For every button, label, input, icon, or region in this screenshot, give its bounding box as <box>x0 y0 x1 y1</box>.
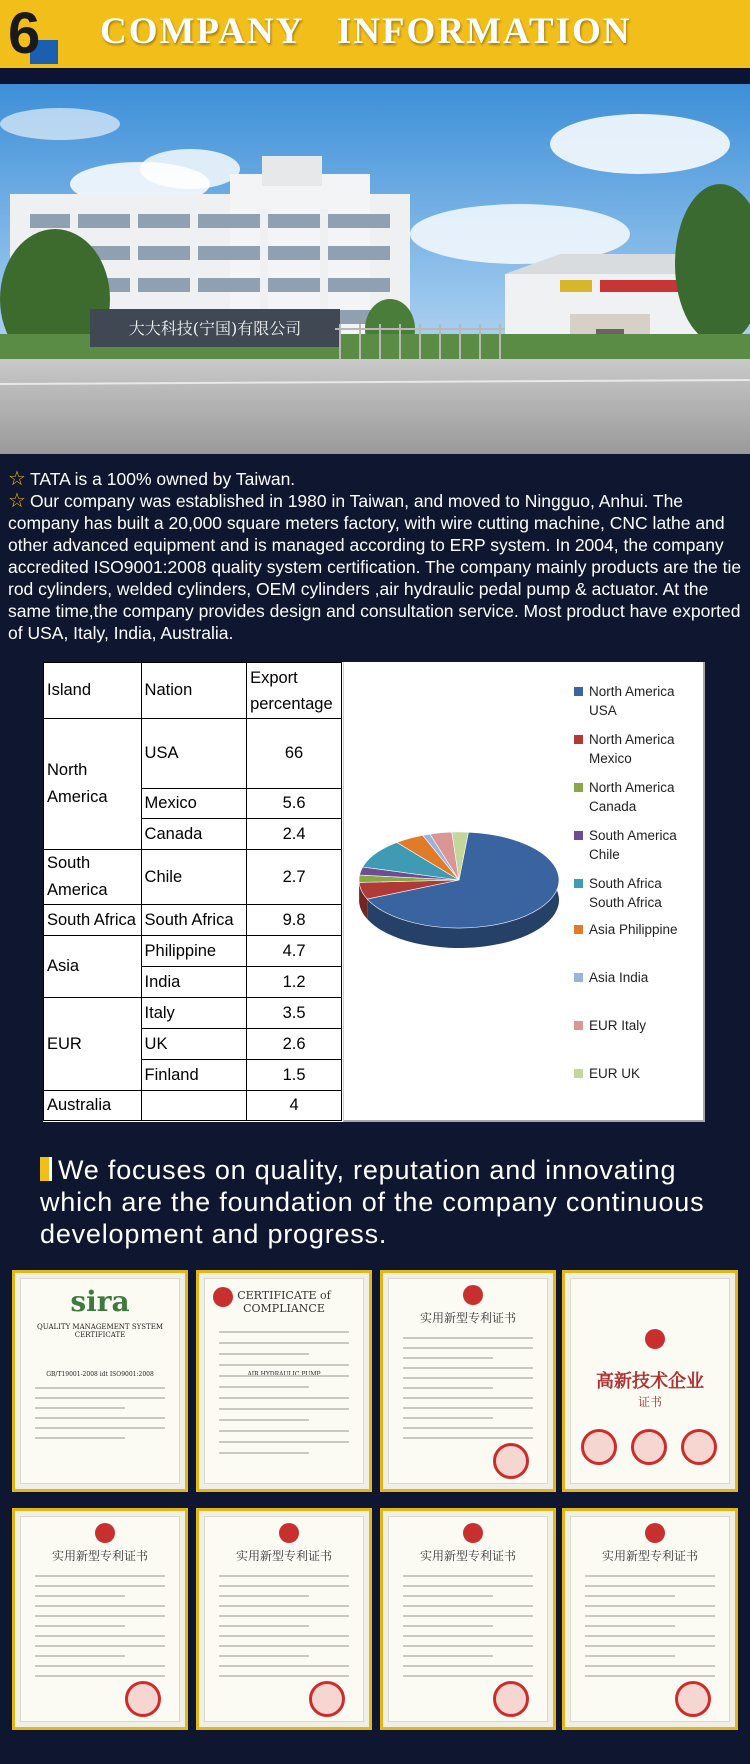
text-line <box>219 1408 349 1410</box>
text-line <box>219 1655 309 1657</box>
export-pie-chart <box>343 662 705 1122</box>
section-header <box>0 0 750 68</box>
legend-label-line: Chile <box>589 847 620 862</box>
island-cell: South Africa <box>44 905 142 936</box>
table-header-row <box>44 663 342 719</box>
red-seal-icon <box>675 1681 711 1717</box>
text-line <box>35 1645 165 1647</box>
certificate-card <box>562 1508 738 1730</box>
nation-cell: UK <box>141 1029 247 1060</box>
island-cell: South America <box>44 850 142 905</box>
factory-photo <box>0 84 750 454</box>
text-line <box>403 1675 533 1677</box>
text-line <box>585 1625 675 1627</box>
legend-swatch <box>574 1069 583 1078</box>
legend-label-line: EUR Italy <box>589 1018 647 1033</box>
intro-line-ownership <box>8 468 744 490</box>
nation-cell: Chile <box>141 850 247 905</box>
text-line <box>585 1655 675 1657</box>
value-cell: 5.6 <box>247 789 342 819</box>
text-line <box>403 1585 533 1587</box>
emblem-icon <box>645 1329 665 1349</box>
text-line <box>403 1407 533 1409</box>
value-cell: 1.2 <box>247 967 342 998</box>
text-line <box>585 1615 715 1617</box>
header-export-percentage: Export percentage <box>247 663 342 719</box>
text-line <box>403 1605 533 1607</box>
text-line <box>585 1665 715 1667</box>
text-line <box>219 1615 349 1617</box>
certificate-document <box>388 1278 548 1484</box>
emblem-icon <box>279 1523 299 1543</box>
legend-label <box>589 968 704 987</box>
text-line <box>403 1645 533 1647</box>
island-cell: North America <box>44 719 142 850</box>
text-line <box>585 1575 715 1577</box>
red-seal-icon <box>631 1429 667 1465</box>
nation-cell: India <box>141 967 247 998</box>
table-row <box>44 1091 342 1121</box>
value-cell: 1.5 <box>247 1060 342 1091</box>
text-line <box>219 1430 349 1432</box>
value-cell: 2.6 <box>247 1029 342 1060</box>
red-seal-icon <box>493 1443 529 1479</box>
emblem-icon <box>463 1285 483 1305</box>
certificate-title: 高新技术企业 <box>596 1371 704 1392</box>
certificate-card <box>562 1270 738 1492</box>
text-line <box>219 1585 349 1587</box>
red-seal-icon <box>681 1429 717 1465</box>
nation-cell <box>141 1091 247 1121</box>
certificate-document <box>388 1516 548 1722</box>
certificates-gallery <box>12 1270 738 1740</box>
certificate-card <box>196 1270 372 1492</box>
text-line <box>35 1427 165 1429</box>
legend-swatch <box>574 879 583 888</box>
value-cell: 3.5 <box>247 998 342 1029</box>
text-line <box>219 1441 349 1443</box>
text-line <box>219 1375 349 1377</box>
text-line <box>585 1605 715 1607</box>
legend-label-line: North America <box>589 780 675 795</box>
text-line <box>403 1337 533 1339</box>
text-line <box>219 1386 309 1388</box>
text-line <box>219 1605 349 1607</box>
text-line <box>35 1575 165 1577</box>
intro-history-text: Our company was established in 1980 in Taiwan, and moved to Ningguo, Anhui. The company has built a 20,000 square meters factory, with wire cutting machine, CNC lathe and other advanced equipment and is managed according to ERP system. In 2004, the company accredited ISO9001:2008 quality system certification. The company mainly products are the tie rod cylinders, welded cylinders, OEM cylinders ,air hydraulic pedal pump & actuator. At the same time,the company provides design and consultation service. Most product have exported of USA, Italy, India, Australia. <box>8 491 742 643</box>
nation-cell: Canada <box>141 819 247 850</box>
focus-statement <box>40 1154 740 1250</box>
text-line <box>219 1353 309 1355</box>
certificate-card <box>196 1508 372 1730</box>
legend-swatch <box>574 735 583 744</box>
text-line <box>219 1595 309 1597</box>
certificate-title: 实用新型专利证书 <box>601 1549 698 1563</box>
intro-ownership-text: TATA is a 100% owned by Taiwan. <box>29 469 296 489</box>
nation-cell: Italy <box>141 998 247 1029</box>
text-line <box>35 1635 165 1637</box>
value-cell: 2.7 <box>247 850 342 905</box>
text-line <box>219 1342 349 1344</box>
intro-line-history <box>8 490 744 644</box>
island-cell: Australia <box>44 1091 142 1121</box>
text-line <box>219 1575 349 1577</box>
export-panel <box>43 662 705 1122</box>
certificate-title: 实用新型专利证书 <box>419 1549 516 1563</box>
nation-cell: Philippine <box>141 936 247 967</box>
text-line <box>219 1625 309 1627</box>
legend-label-line: South Africa <box>589 876 662 891</box>
certificate-card <box>12 1270 188 1492</box>
text-line <box>403 1417 493 1419</box>
text-line <box>35 1437 125 1439</box>
legend-swatch <box>574 1021 583 1030</box>
header-island: Island <box>44 663 142 719</box>
value-cell: 66 <box>247 719 342 789</box>
legend-label-line: North America <box>589 684 675 699</box>
legend-swatch <box>574 973 583 982</box>
pie-svg <box>344 662 574 1122</box>
nation-cell: USA <box>141 719 247 789</box>
text-line <box>403 1655 493 1657</box>
header-nation: Nation <box>141 663 247 719</box>
text-line <box>403 1665 533 1667</box>
text-line <box>35 1407 125 1409</box>
legend-swatch <box>574 687 583 696</box>
text-line <box>403 1615 533 1617</box>
emblem-icon <box>645 1523 665 1543</box>
text-line <box>403 1635 533 1637</box>
text-line <box>403 1437 533 1439</box>
legend-label-line: Canada <box>589 799 637 814</box>
certificate-document <box>20 1278 180 1484</box>
focus-accent-bar <box>40 1157 52 1181</box>
value-cell: 9.8 <box>247 905 342 936</box>
legend-swatch <box>574 783 583 792</box>
text-line <box>403 1367 533 1369</box>
certificate-document <box>570 1516 730 1722</box>
text-line <box>219 1419 309 1421</box>
value-cell: 2.4 <box>247 819 342 850</box>
certificate-card <box>12 1508 188 1730</box>
table-row <box>44 936 342 967</box>
legend-label <box>589 1064 704 1083</box>
text-line <box>403 1347 533 1349</box>
text-line <box>585 1585 715 1587</box>
certificate-title: CERTIFICATE of COMPLIANCE <box>237 1289 331 1315</box>
legend-label <box>589 874 704 912</box>
legend-swatch <box>574 925 583 934</box>
focus-text: We focuses on quality, reputation and innovating which are the foundation of the company continuous development and progress. <box>40 1155 705 1249</box>
certificate-card <box>380 1508 556 1730</box>
legend-label <box>589 730 704 768</box>
text-line <box>35 1417 165 1419</box>
certificate-title: 实用新型专利证书 <box>235 1549 332 1563</box>
text-line <box>219 1331 349 1333</box>
certificate-title: 实用新型专利证书 <box>419 1311 516 1325</box>
text-line <box>35 1655 125 1657</box>
text-line <box>35 1665 165 1667</box>
nation-cell: South Africa <box>141 905 247 936</box>
text-line <box>219 1452 309 1454</box>
star-icon: ☆ <box>8 468 26 490</box>
value-cell: 4 <box>247 1091 342 1121</box>
legend-label-line: North America <box>589 732 675 747</box>
text-line <box>403 1427 533 1429</box>
company-sign-text: 大大科技(宁国)有限公司 <box>128 319 302 338</box>
legend-label-line: EUR UK <box>589 1066 641 1081</box>
legend-swatch <box>574 831 583 840</box>
legend-label-line: South America <box>589 828 677 843</box>
text-line <box>35 1585 165 1587</box>
certificate-subtitle: QUALITY MANAGEMENT SYSTEM CERTIFICATE <box>37 1323 163 1339</box>
value-cell: 4.7 <box>247 936 342 967</box>
legend-label <box>589 1016 704 1035</box>
header-divider <box>0 68 750 84</box>
text-line <box>219 1635 349 1637</box>
red-seal-icon <box>309 1681 345 1717</box>
text-line <box>585 1635 715 1637</box>
legend-label <box>589 826 704 864</box>
text-line <box>403 1397 533 1399</box>
legend-label-line: Asia Philippine <box>589 922 678 937</box>
legend-label <box>589 682 704 720</box>
section-number: 6 <box>8 1 41 66</box>
legend-label-line: USA <box>589 703 617 718</box>
legend-label-line: Mexico <box>589 751 632 766</box>
legend-label-line: South Africa <box>589 895 662 910</box>
text-line <box>585 1645 715 1647</box>
legend-label <box>589 778 704 816</box>
island-cell: Asia <box>44 936 142 998</box>
certificate-document <box>204 1278 364 1484</box>
certificate-standard: GB/T19001-2008 idt ISO9001:2008 <box>46 1371 154 1378</box>
text-line <box>35 1615 165 1617</box>
nation-cell: Mexico <box>141 789 247 819</box>
company-intro <box>8 468 744 644</box>
text-line <box>35 1625 125 1627</box>
emblem-icon <box>95 1523 115 1543</box>
table-row <box>44 905 342 936</box>
certificate-title: sira <box>70 1285 130 1318</box>
table-row <box>44 719 342 789</box>
table-row <box>44 998 342 1029</box>
text-line <box>35 1675 165 1677</box>
red-seal-icon <box>581 1429 617 1465</box>
red-seal-icon <box>125 1681 161 1717</box>
text-line <box>403 1595 493 1597</box>
text-line <box>403 1387 493 1389</box>
certificate-title: 实用新型专利证书 <box>51 1549 148 1563</box>
certificate-document <box>20 1516 180 1722</box>
certificate-document <box>570 1278 730 1484</box>
export-table <box>43 662 342 1121</box>
star-icon: ☆ <box>8 490 26 512</box>
table-row <box>44 850 342 905</box>
text-line <box>35 1397 165 1399</box>
text-line <box>35 1605 165 1607</box>
section-number-badge <box>8 2 54 64</box>
text-line <box>219 1397 349 1399</box>
section-title: COMPANY INFORMATION <box>100 11 632 52</box>
certificate-document <box>204 1516 364 1722</box>
text-line <box>219 1675 349 1677</box>
certificate-subtitle: 证书 <box>637 1395 662 1409</box>
text-line <box>585 1595 675 1597</box>
red-seal-icon <box>493 1681 529 1717</box>
text-line <box>585 1675 715 1677</box>
certificate-card <box>380 1270 556 1492</box>
text-line <box>219 1364 349 1366</box>
text-line <box>403 1625 493 1627</box>
text-line <box>35 1595 125 1597</box>
text-line <box>219 1665 349 1667</box>
nation-cell: Finland <box>141 1060 247 1091</box>
emblem-icon <box>463 1523 483 1543</box>
legend-label <box>589 920 704 939</box>
text-line <box>35 1387 165 1389</box>
text-line <box>403 1377 533 1379</box>
text-line <box>219 1645 349 1647</box>
island-cell: EUR <box>44 998 142 1091</box>
legend-label-line: Asia India <box>589 970 649 985</box>
text-line <box>403 1357 493 1359</box>
text-line <box>403 1575 533 1577</box>
